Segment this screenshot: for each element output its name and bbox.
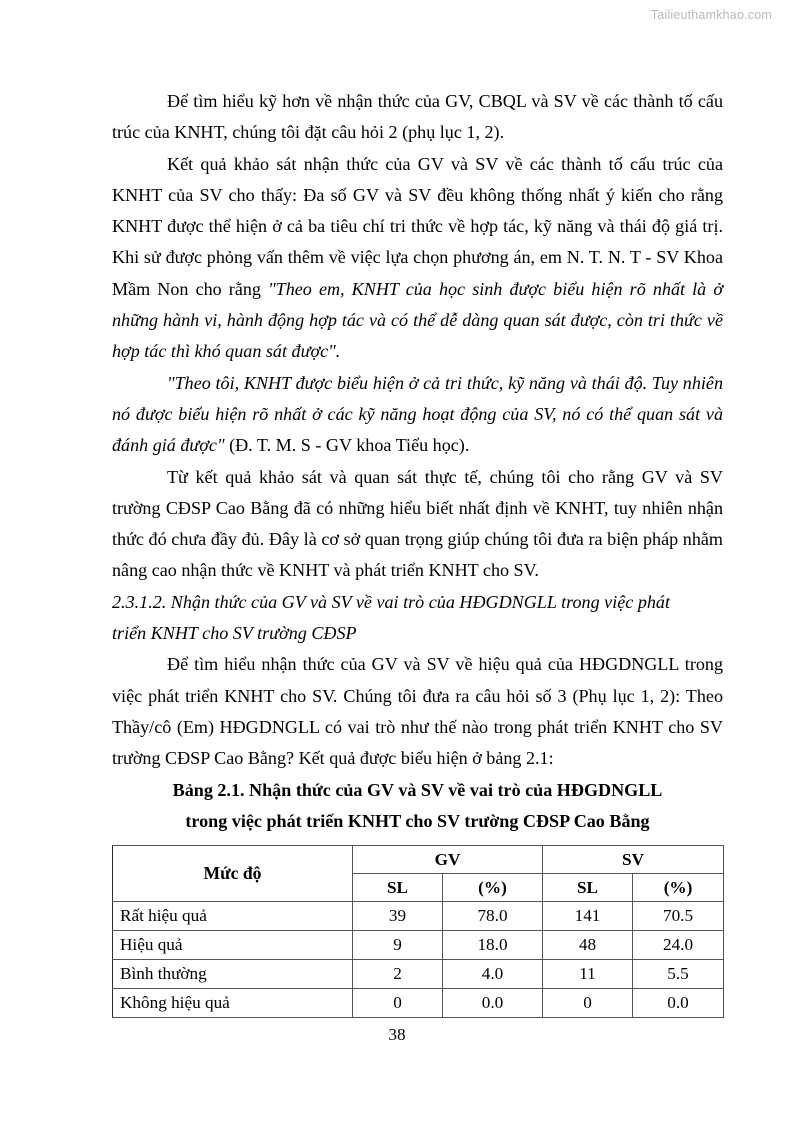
table-row (113, 960, 724, 989)
watermark-text: Tailieuthamkhao.com (650, 8, 772, 22)
header-gv-pct: (%) (443, 874, 543, 902)
cell-gv-sl: 0 (353, 989, 443, 1018)
cell-gv-sl: 2 (353, 960, 443, 989)
section-heading-line-1: 2.3.1.2. Nhận thức của GV và SV về vai trò của HĐGDNGLL trong việc phát (112, 591, 670, 612)
quote-student-nt: "Theo em, KNHT của học sinh được biểu hiện rõ nhất là ở những hành vi, hành động hợp tác và có thể dễ dàng quan sát được, còn tri thức về hợp tác thì khó quan sát được". (112, 278, 723, 362)
table-caption-line-2: trong việc phát triển KNHT cho SV trường CĐSP Cao Bằng (185, 810, 650, 831)
cell-gv-sl: 9 (353, 931, 443, 960)
cell-gv-sl: 39 (353, 902, 443, 931)
quote-teacher-dtms: "Theo tôi, KNHT được biểu hiện ở cả tri thức, kỹ năng và thái độ. Tuy nhiên nó được biểu hiện rõ nhất ở các kỹ năng hoạt động của SV, nó có thể quan sát và đánh giá được" (112, 372, 723, 456)
cell-sv-pct: 24.0 (633, 931, 724, 960)
paragraph-question-3-text: Để tìm hiểu nhận thức của GV và SV về hiệu quả của HĐGDNGLL trong việc phát triển KNHT cho SV. Chúng tôi đưa ra câu hỏi số 3 (Phụ lục 1, 2): Theo Thầy/cô (Em) HĐGDNGLL có vai trò như thế nào trong phát triển KNHT cho SV trường CĐSP Cao Bằng? Kết quả được biểu hiện ở bảng 2.1: (112, 654, 723, 769)
cell-sv-pct: 70.5 (633, 902, 724, 931)
header-level: Mức độ (113, 846, 353, 902)
cell-sv-pct: 0.0 (633, 989, 724, 1018)
paragraph-intro (112, 86, 723, 149)
section-heading-line-2: triển KNHT cho SV trường CĐSP (112, 623, 357, 644)
results-table (112, 845, 724, 1018)
table-row (113, 902, 724, 931)
header-gv-sl: SL (353, 874, 443, 902)
document-body (112, 86, 723, 1018)
paragraph-conclusion-text: Từ kết quả khảo sát và quan sát thực tế, chúng tôi cho rằng GV và SV trường CĐSP Cao Bằng đã có những hiểu biết nhất định về KNHT, tuy nhiên nhận thức đó chưa đầy đủ. Đây là cơ sở quan trọng giúp chúng tôi đưa ra biện pháp nhằm nâng cao nhận thức về KNHT và phát triển KNHT cho SV. (112, 466, 723, 581)
paragraph-question-3 (112, 649, 723, 774)
table-row (113, 989, 724, 1018)
quote-teacher-attribution: (Đ. T. M. S - GV khoa Tiểu học). (224, 435, 470, 456)
table-body (113, 902, 724, 1018)
table-head (113, 846, 724, 902)
paragraph-survey-text: Kết quả khảo sát nhận thức của GV và SV về các thành tố cấu trúc của KNHT của SV cho thấy: Đa số GV và SV đều không thống nhất ý kiến cho rằng KNHT được thể hiện ở cả ba tiêu chí tri thức về hợp tác, kỹ năng và thái độ giá trị. Khi sử được phỏng vấn thêm về việc lựa chọn phương án, em N. T. N. T - SV Khoa Mầm Non cho rằng (112, 153, 723, 299)
cell-level: Rất hiệu quả (113, 902, 353, 931)
cell-sv-pct: 5.5 (633, 960, 724, 989)
paragraph-intro-text: Để tìm hiểu kỹ hơn về nhận thức của GV, CBQL và SV về các thành tố cấu trúc của KNHT, chúng tôi đặt câu hỏi 2 (phụ lục 1, 2). (112, 91, 723, 143)
cell-level: Hiệu quả (113, 931, 353, 960)
cell-gv-pct: 18.0 (443, 931, 543, 960)
table-container (112, 845, 723, 1018)
header-group-gv: GV (353, 846, 543, 874)
cell-sv-sl: 141 (543, 902, 633, 931)
cell-sv-sl: 0 (543, 989, 633, 1018)
table-caption-line-1: Bảng 2.1. Nhận thức của GV và SV về vai trò của HĐGDNGLL (172, 779, 663, 800)
header-group-sv: SV (543, 846, 724, 874)
cell-gv-pct: 78.0 (443, 902, 543, 931)
cell-sv-sl: 11 (543, 960, 633, 989)
paragraph-survey-results (112, 149, 723, 368)
header-sv-pct: (%) (633, 874, 724, 902)
page-number: 38 (388, 1025, 406, 1044)
cell-sv-sl: 48 (543, 931, 633, 960)
table-row (113, 931, 724, 960)
cell-gv-pct: 4.0 (443, 960, 543, 989)
paragraph-teacher-quote (112, 368, 723, 462)
paragraph-conclusion (112, 462, 723, 587)
cell-gv-pct: 0.0 (443, 989, 543, 1018)
cell-level: Bình thường (113, 960, 353, 989)
cell-level: Không hiệu quả (113, 989, 353, 1018)
table-header-row-groups (113, 846, 724, 874)
header-sv-sl: SL (543, 874, 633, 902)
